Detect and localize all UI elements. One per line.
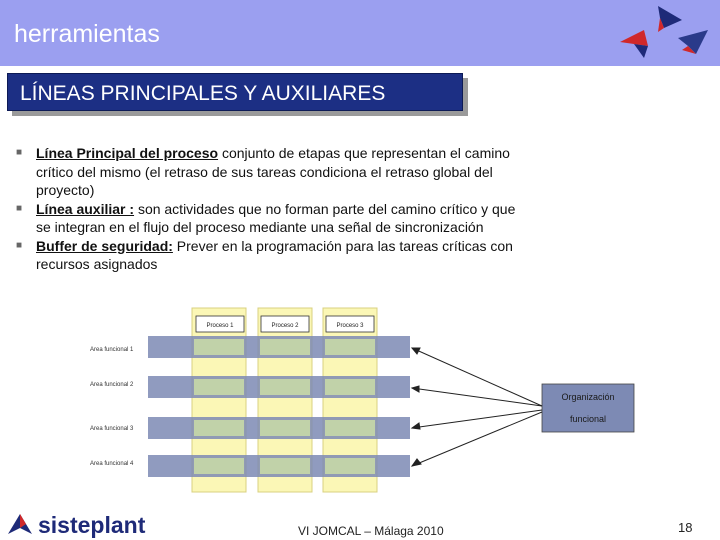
bullet-list: [16, 144, 516, 274]
row-label: Area funcional 4: [90, 461, 134, 467]
bullet-text: son actividades que no forman parte del camino crítico y que se integran en el flujo del proceso mediante una señal de sincronización: [36, 200, 516, 235]
arrow-line: [412, 412, 542, 466]
bullet-item: [16, 144, 516, 200]
section-title-box: [7, 73, 463, 111]
arrows-logo-icon: [616, 2, 716, 64]
org-box-line1: Organización: [561, 392, 615, 402]
row-label: Area funcional 3: [90, 426, 134, 432]
bullet-item: [16, 237, 516, 274]
bullet-term: Línea auxiliar :: [36, 200, 135, 217]
brand-logo: [6, 510, 146, 538]
arrow-line: [412, 410, 542, 428]
bullet-item: [16, 200, 516, 237]
bullet-term: Línea Principal del proceso: [36, 145, 219, 161]
org-box-line2: funcional: [569, 414, 607, 424]
header-title: herramientas: [14, 20, 160, 48]
bullet-square-icon: ■: [16, 202, 23, 214]
process-label: Proceso 1: [206, 323, 234, 329]
bullet-square-icon: ■: [16, 147, 23, 158]
footer-event: VI JOMCAL – Málaga 2010: [298, 524, 444, 538]
process-label: Proceso 2: [271, 323, 299, 329]
brand-name: sisteplant: [38, 512, 146, 538]
section-title: LÍNEAS PRINCIPALES Y AUXILIARES: [20, 82, 386, 105]
bullet-term: Buffer de seguridad:: [36, 237, 173, 254]
page-number: 18: [678, 520, 693, 535]
bullet-text: Prever en la programación para las tareas críticas con recursos asignados: [36, 237, 513, 272]
bullet-square-icon: ■: [16, 239, 23, 251]
row-label: Area funcional 2: [90, 382, 134, 388]
process-diagram: [86, 306, 646, 496]
row-label: Area funcional 1: [90, 347, 134, 353]
bullet-text: conjunto de etapas que representan el camino crítico del mismo (el retraso de sus tareas condiciona el retraso global del proyecto): [36, 145, 510, 198]
brand-arrow-icon: [6, 512, 34, 536]
header-bar: [0, 0, 720, 66]
process-label: Proceso 3: [336, 323, 364, 329]
